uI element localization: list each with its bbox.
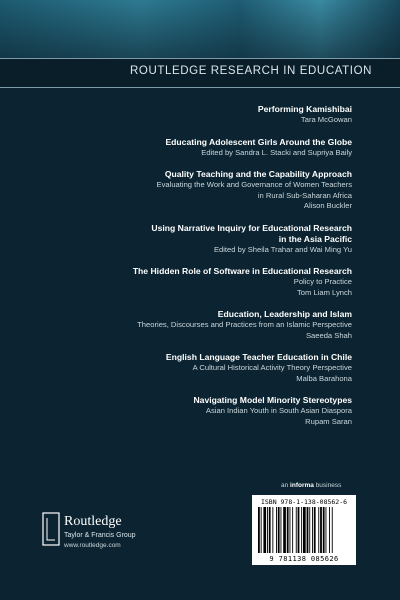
book-entry (52, 309, 352, 341)
barcode-bar (292, 507, 293, 553)
barcode-bar (281, 507, 282, 553)
book-author: Alison Buckler (303, 201, 352, 210)
barcode-bar (312, 507, 313, 553)
barcode-bar (318, 507, 319, 553)
book-entry (52, 104, 352, 126)
barcode-bar (323, 507, 325, 553)
barcode-bar (298, 507, 300, 553)
informa-prefix: an (281, 482, 291, 489)
book-entry (52, 169, 352, 212)
book-entry (52, 137, 352, 159)
isbn-label: ISBN 978-1-138-08562-6 (260, 498, 348, 506)
book-list (52, 104, 352, 438)
book-title: Educating Adolescent Girls Around the Globe (165, 136, 352, 147)
barcode-bar (296, 507, 297, 553)
book-entry (52, 352, 352, 384)
book-author: Edited by Sheila Trahar and Wai Ming Yu (213, 244, 352, 254)
barcode-bar (326, 507, 327, 553)
informa-suffix: business (313, 482, 342, 489)
barcode-digits: 9 781138 085626 (269, 555, 339, 563)
book-title: Education, Leadership and Islam (217, 309, 352, 319)
barcode-bar (290, 507, 291, 553)
barcode-bar (263, 507, 266, 553)
book-subtitle: Theories, Discourses and Practices from an Islamic Perspective (137, 320, 352, 329)
book-author: Rupam Saran (305, 416, 352, 426)
barcode-bar (276, 507, 277, 553)
barcode-bar (329, 507, 330, 553)
isbn-barcode (252, 495, 356, 565)
series-band (0, 58, 400, 88)
barcode-bar (267, 507, 268, 553)
book-author: Saeeda Shah (305, 330, 352, 340)
barcode-bar (309, 507, 310, 553)
publisher-url: www.routledge.com (64, 542, 121, 549)
barcode-bar (269, 507, 271, 553)
routledge-spine-logo-icon (42, 512, 60, 546)
informa-business-note (281, 482, 341, 489)
book-entry (52, 223, 352, 256)
barcode-bar (320, 507, 322, 553)
barcode-bar (307, 507, 309, 553)
book-author: Tara McGowan (300, 115, 352, 124)
barcode-bar (314, 507, 316, 553)
book-subtitle: Evaluating the Work and Governance of Women Teachers (156, 180, 352, 189)
book-title-continued: in the Asia Pacific (278, 233, 352, 244)
book-title: Performing Kamishibai (257, 104, 352, 114)
publisher-group: Taylor & Francis Group (64, 532, 136, 539)
book-author: Edited by Sandra L. Stacki and Supriya Baily (201, 147, 352, 157)
book-title: Quality Teaching and the Capability Approach (164, 169, 352, 179)
book-title: The Hidden Role of Software in Educational Research (132, 266, 352, 276)
barcode-bar (272, 507, 273, 553)
book-title: Using Narrative Inquiry for Educational Research (151, 222, 352, 233)
book-title: English Language Teacher Education in Chile (165, 352, 352, 362)
book-entry (52, 395, 352, 427)
book-subtitle: Policy to Practice (293, 277, 352, 286)
barcode-bar (303, 507, 306, 553)
barcode-bar (283, 507, 286, 553)
barcode-bar (332, 507, 333, 553)
book-entry (52, 266, 352, 298)
barcode-bars (256, 507, 352, 553)
barcode-bar (258, 507, 260, 553)
book-author: Malba Barahona (296, 373, 352, 383)
book-subtitle: in Rural Sub-Saharan Africa (257, 190, 352, 200)
informa-brand: informa (290, 482, 314, 489)
book-subtitle: Asian Indian Youth in South Asian Diaspora (205, 406, 352, 415)
publisher-logo-block (42, 512, 192, 552)
barcode-bar (301, 507, 302, 553)
book-title: Navigating Model Minority Stereotypes (193, 395, 352, 405)
barcode-bar (261, 507, 262, 553)
series-title: ROUTLEDGE RESEARCH IN EDUCATION (130, 65, 373, 77)
publisher-name: Routledge (64, 514, 122, 529)
barcode-bar (278, 507, 280, 553)
book-subtitle: A Cultural Historical Activity Theory Perspective (192, 363, 352, 372)
cover-photo-strip (0, 0, 400, 58)
book-author: Tom Liam Lynch (296, 287, 352, 297)
barcode-bar (287, 507, 289, 553)
